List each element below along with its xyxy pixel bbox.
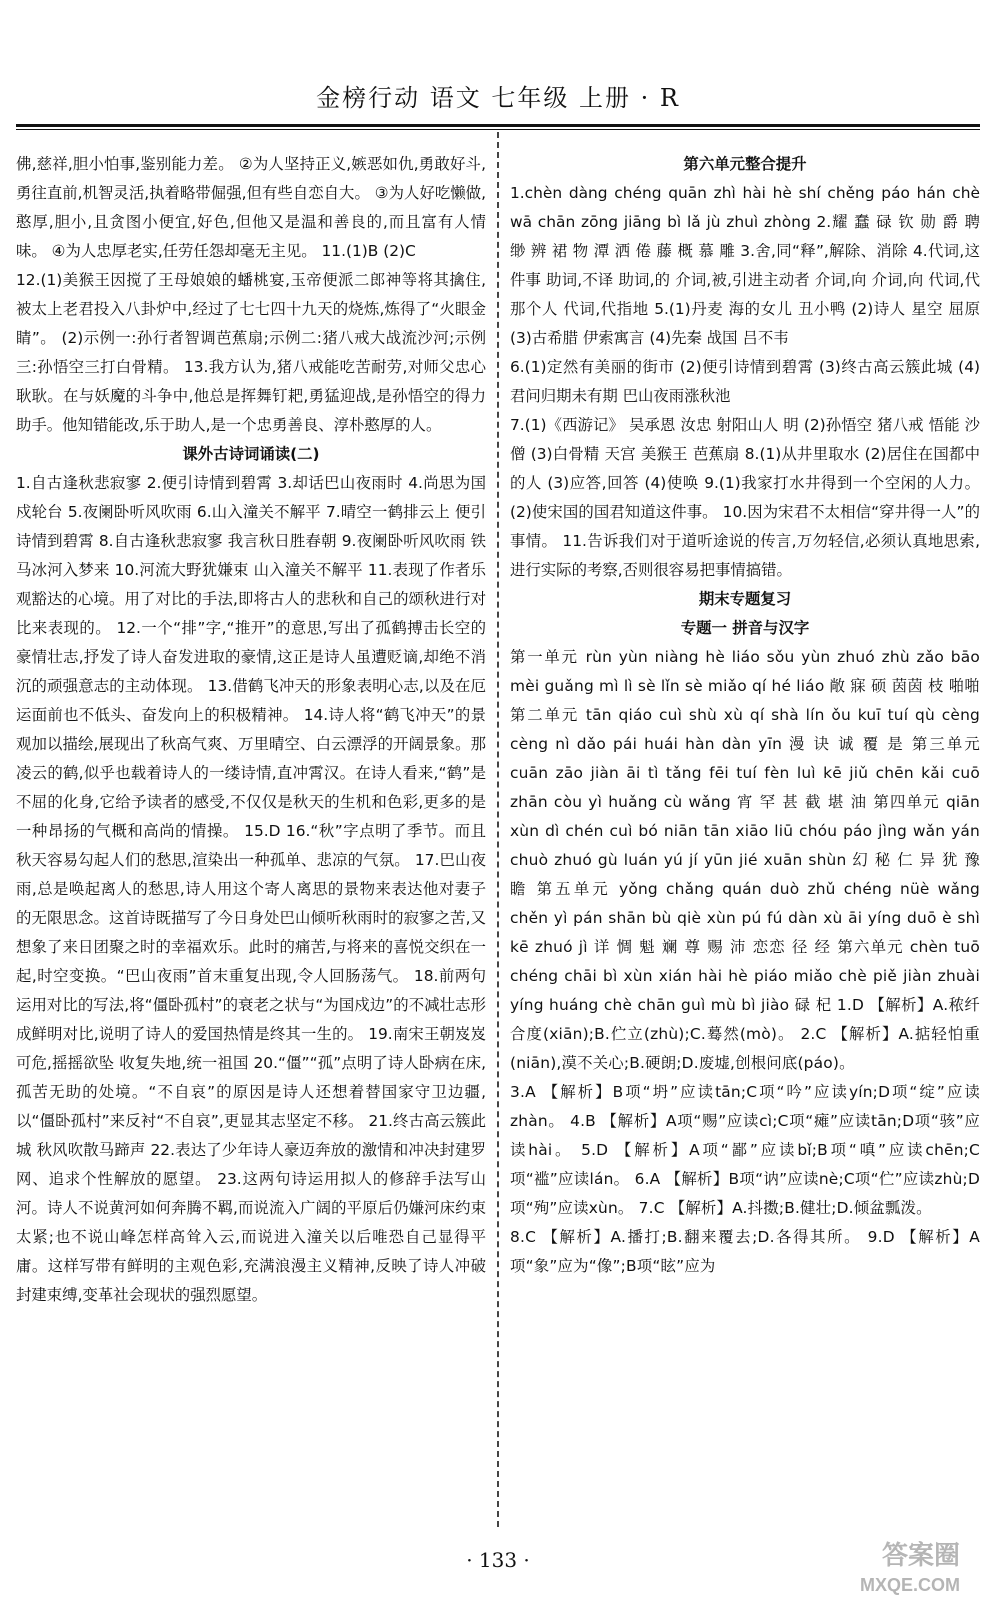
answer-paragraph: 8.C 【解析】A.播打;B.翻来覆去;D.各得其所。 9.D 【解析】A项“象”应为“像”;B项“眩”应为 xyxy=(510,1228,980,1275)
page-number: · 133 · xyxy=(466,1548,530,1572)
answer-paragraph: 3.A 【解析】B项“坍”应读tān;C项“吟”应读yín;D项“绽”应读zhàn。 4.B 【解析】A项“赐”应读cì;C项“瘫”应读tān;D项“骇”应读hài。 5.D 【解析】A项“鄙”应读bǐ;B项“嗔”应读chēn;C项“褴”应读lán。 6.A 【解析】B项“讷”应读nè;C项“伫”应读zhù;D项“殉”应读xùn。 7.C 【解析】A.抖擞;B.健壮;D.倾盆瓢泼。 xyxy=(510,1083,980,1217)
column-divider xyxy=(497,132,499,1527)
pinyin-answers xyxy=(510,643,980,1281)
section-title-unit6: 第六单元整合提升 xyxy=(683,155,807,173)
answer-paragraph: 1.自古逢秋悲寂寥 2.便引诗情到碧霄 3.却话巴山夜雨时 4.尚思为国戍轮台 5.夜阑卧听风吹雨 6.山入潼关不解平 7.晴空一鹤排云上 便引诗情到碧霄 8.自古逢秋悲寂寥 我言秋日胜春朝 9.夜阑卧听风吹雨 铁马冰河入梦来 10.河流大野犹嫌束 山入潼关不解平 11.表现了作者乐观豁达的心境。用了对比的手法,即将古人的悲秋和自己的颂秋进行对比来表现的。 12.一个“排”字,“推开”的意思,写出了孤鹤搏击长空的豪情壮志,抒发了诗人奋发进取的豪情,这正是诗人虽遭贬谪,却绝不消沉的顽强意志的主动体现。 13.借鹤飞冲天的形象表明心志,以及在厄运面前也不低头、奋发向上的积极精神。 14.诗人将“鹤飞冲天”的景观加以描绘,展现出了秋高气爽、万里晴空、白云漂浮的开阔景象。那凌云的鹤,似乎也载着诗人的一缕诗情,直冲霄汉。在诗人看来,“鹤”是不屈的化身,它给予读者的感受,不仅仅是秋天的生机和色彩,更多的是一种昂扬的气概和高尚的情操。 15.D 16.“秋”字点明了季节。而且秋天容易勾起人们的愁思,渲染出一种孤单、悲凉的气氛。 17.巴山夜雨,总是唤起离人的愁思,诗人用这个寄人离思的景物来表达他对妻子的无限思念。这首诗既描写了今日身处巴山倾听秋雨时的寂寥之苦,又想象了来日团聚之时的幸福欢乐。此时的痛苦,与将来的喜悦交织在一起,时空变换。“巴山夜雨”首末重复出现,令人回肠荡气。 18.前两句运用对比的写法,将“僵卧孤村”的衰老之状与“为国戍边”的不减壮志形成鲜明对比,说明了诗人的爱国热情是终其一生的。 19.南宋王朝岌岌可危,摇摇欲坠 收复失地,统一祖国 20.“僵”“孤”点明了诗人卧病在床,孤苦无助的处境。“不自哀”的原因是诗人还想着替国家守卫边疆,以“僵卧孤村”来反衬“不自哀”,更显其志坚定不移。 21.终古高云簇此城 秋风吹散马蹄声 22.表达了少年诗人豪迈奔放的激情和冲决封建罗网、追求个性解放的愿望。 23.这两句诗运用拟人的修辞手法写山河。诗人不说黄河如何奔腾不羁,而说流入广阔的平原后仍嫌河床约束太紧;也不说山峰怎样高耸入云,而说进入潼关以后唯恐自己显得平庸。这样写带有鲜明的主观色彩,充满浪漫主义精神,反映了诗人冲破封建束缚,变革社会现状的强烈愿望。 xyxy=(16,474,486,1304)
answer-paragraph: 1.chèn dàng chéng quān zhì hài hè shí chěng páo hán chè wā chān zōng jiāng bì lǎ jù zhuì zhòng 2.耀 蠢 碌 钦 勋 爵 聘 缈 辨 裙 物 潭 洒 倦 藤 概 慕 雕 3.舍,同“释”,解除、消除 4.代词,这件事 助词,不译 助词,的 介词,被,引进主动者 介词,向 介词,向 代词,代那个人 代词,代指地 5.(1)丹麦 海的女儿 丑小鸭 (2)诗人 星空 屈原 (3)古希腊 伊索寓言 (4)先秦 战国 吕不韦 xyxy=(510,184,980,347)
answer-paragraph: 12.(1)美猴王因搅了王母娘娘的蟠桃宴,玉帝便派二郎神等将其擒住,被太上老君投入八卦炉中,经过了七七四十九天的烧炼,炼得了“火眼金睛”。 (2)示例一:孙行者智调芭蕉扇;示例二:猪八戒大战流沙河;示例三:孙悟空三打白骨精。 13.我方认为,猪八戒能吃苦耐劳,对师父忠心耿耿。在与妖魔的斗争中,他总是挥舞钉耙,勇猛迎战,是孙悟空的得力助手。他知错能改,乐于助人,是一个忠勇善良、淳朴憨厚的人。 xyxy=(16,271,486,434)
section-title-topic1: 专题一 拼音与汉字 xyxy=(680,619,810,637)
answer-paragraph: 第一单元 rùn yùn niàng hè liáo sǒu yùn zhuó zhù zǎo bāo mèi guǎng mì lì sè lǐn sè miǎo qí hé liáo 敞 寐 硕 茵茵 枝 啪啪 第二单元 tān qiáo cuì shù xù qí shà lín ǒu kuī tuí qù cèng cèng nì dǎo pái huái hàn dàn yīn 漫 诀 诚 覆 是 第三单元 cuān zāo jiàn āi tì tǎng fēi tuí fèn luì kē jiǔ chēn kǎi cuō zhān còu yì huǎng cù wǎng 宵 罕 甚 截 堪 油 第四单元 qiān xùn dì chén cuì bó niān tān xiāo liū chóu páo jìng wǎn yán chuò zhuó gù luán yú jí yūn jié xuān shùn 幻 秘 仁 异 犹 豫 瞻 第五单元 yǒng chǎng quán duò zhǔ chéng nüè wǎng chěn yì pán shān bù qiè xùn pú fú dàn xù āi yíng duō è shì kē zhuó jì 详 惆 魁 斓 尊 赐 沛 恋恋 径 经 第六单元 chèn tuō chéng chāi bì xùn xián hài hè piáo miǎo chè piě jiàn zhuài yíng huáng chè chān guì mù bì jiào 碌 杞 1.D 【解析】A.秾纤合度(xiān);B.伫立(zhù);C.蓦然(mò)。 2.C 【解析】A.掂轻怕重(niān),漠不关心;B.硬朗;D.废墟,创根问底(páo)。 xyxy=(510,648,980,1072)
answer-paragraph: 7.(1)《西游记》 吴承恩 汝忠 射阳山人 明 (2)孙悟空 猪八戒 悟能 沙僧 (3)白骨精 天宫 美猴王 芭蕉扇 8.(1)从井里取水 (2)居住在国都中的人 (3)应答,回答 (4)使唤 9.(1)我家打水井得到一个空闲的人力。 (2)使宋国的国君知道这件事。 10.因为宋君不太相信“穿井得一人”的事情。 11.告诉我们对于道听途说的传言,万勿轻信,必须认真地思索,进行实际的考察,否则很容易把事情搞错。 xyxy=(510,416,980,579)
answer-paragraph: 佛,慈祥,胆小怕事,鉴别能力差。 ②为人坚持正义,嫉恶如仇,勇敢好斗,勇往直前,机智灵活,执着略带倔强,但有些自恋自大。 ③为人好吃懒做,憨厚,胆小,且贪图小便宜,好色,但他又是温和善良的,而且富有人情味。 ④为人忠厚老实,任劳任怨却毫无主见。 11.(1)B (2)C xyxy=(16,155,486,260)
section-title-poetry: 课外古诗词诵读(二) xyxy=(182,445,320,463)
watermark-url: MXQE.COM xyxy=(860,1575,961,1595)
watermark xyxy=(860,1540,960,1600)
right-column xyxy=(510,150,980,1281)
header-rule-thick xyxy=(16,124,980,127)
watermark-text: 答案圈 xyxy=(882,1540,961,1570)
answer-paragraph: 6.(1)定然有美丽的街市 (2)便引诗情到碧霄 (3)终古高云簇此城 (4)君问归期未有期 巴山夜雨涨秋池 xyxy=(510,358,980,405)
header-rule-thin xyxy=(16,129,980,130)
section-title-final-review: 期末专题复习 xyxy=(698,590,792,608)
left-column xyxy=(16,150,486,1310)
running-header: 金榜行动 语文 七年级 上册 · R xyxy=(316,84,680,112)
